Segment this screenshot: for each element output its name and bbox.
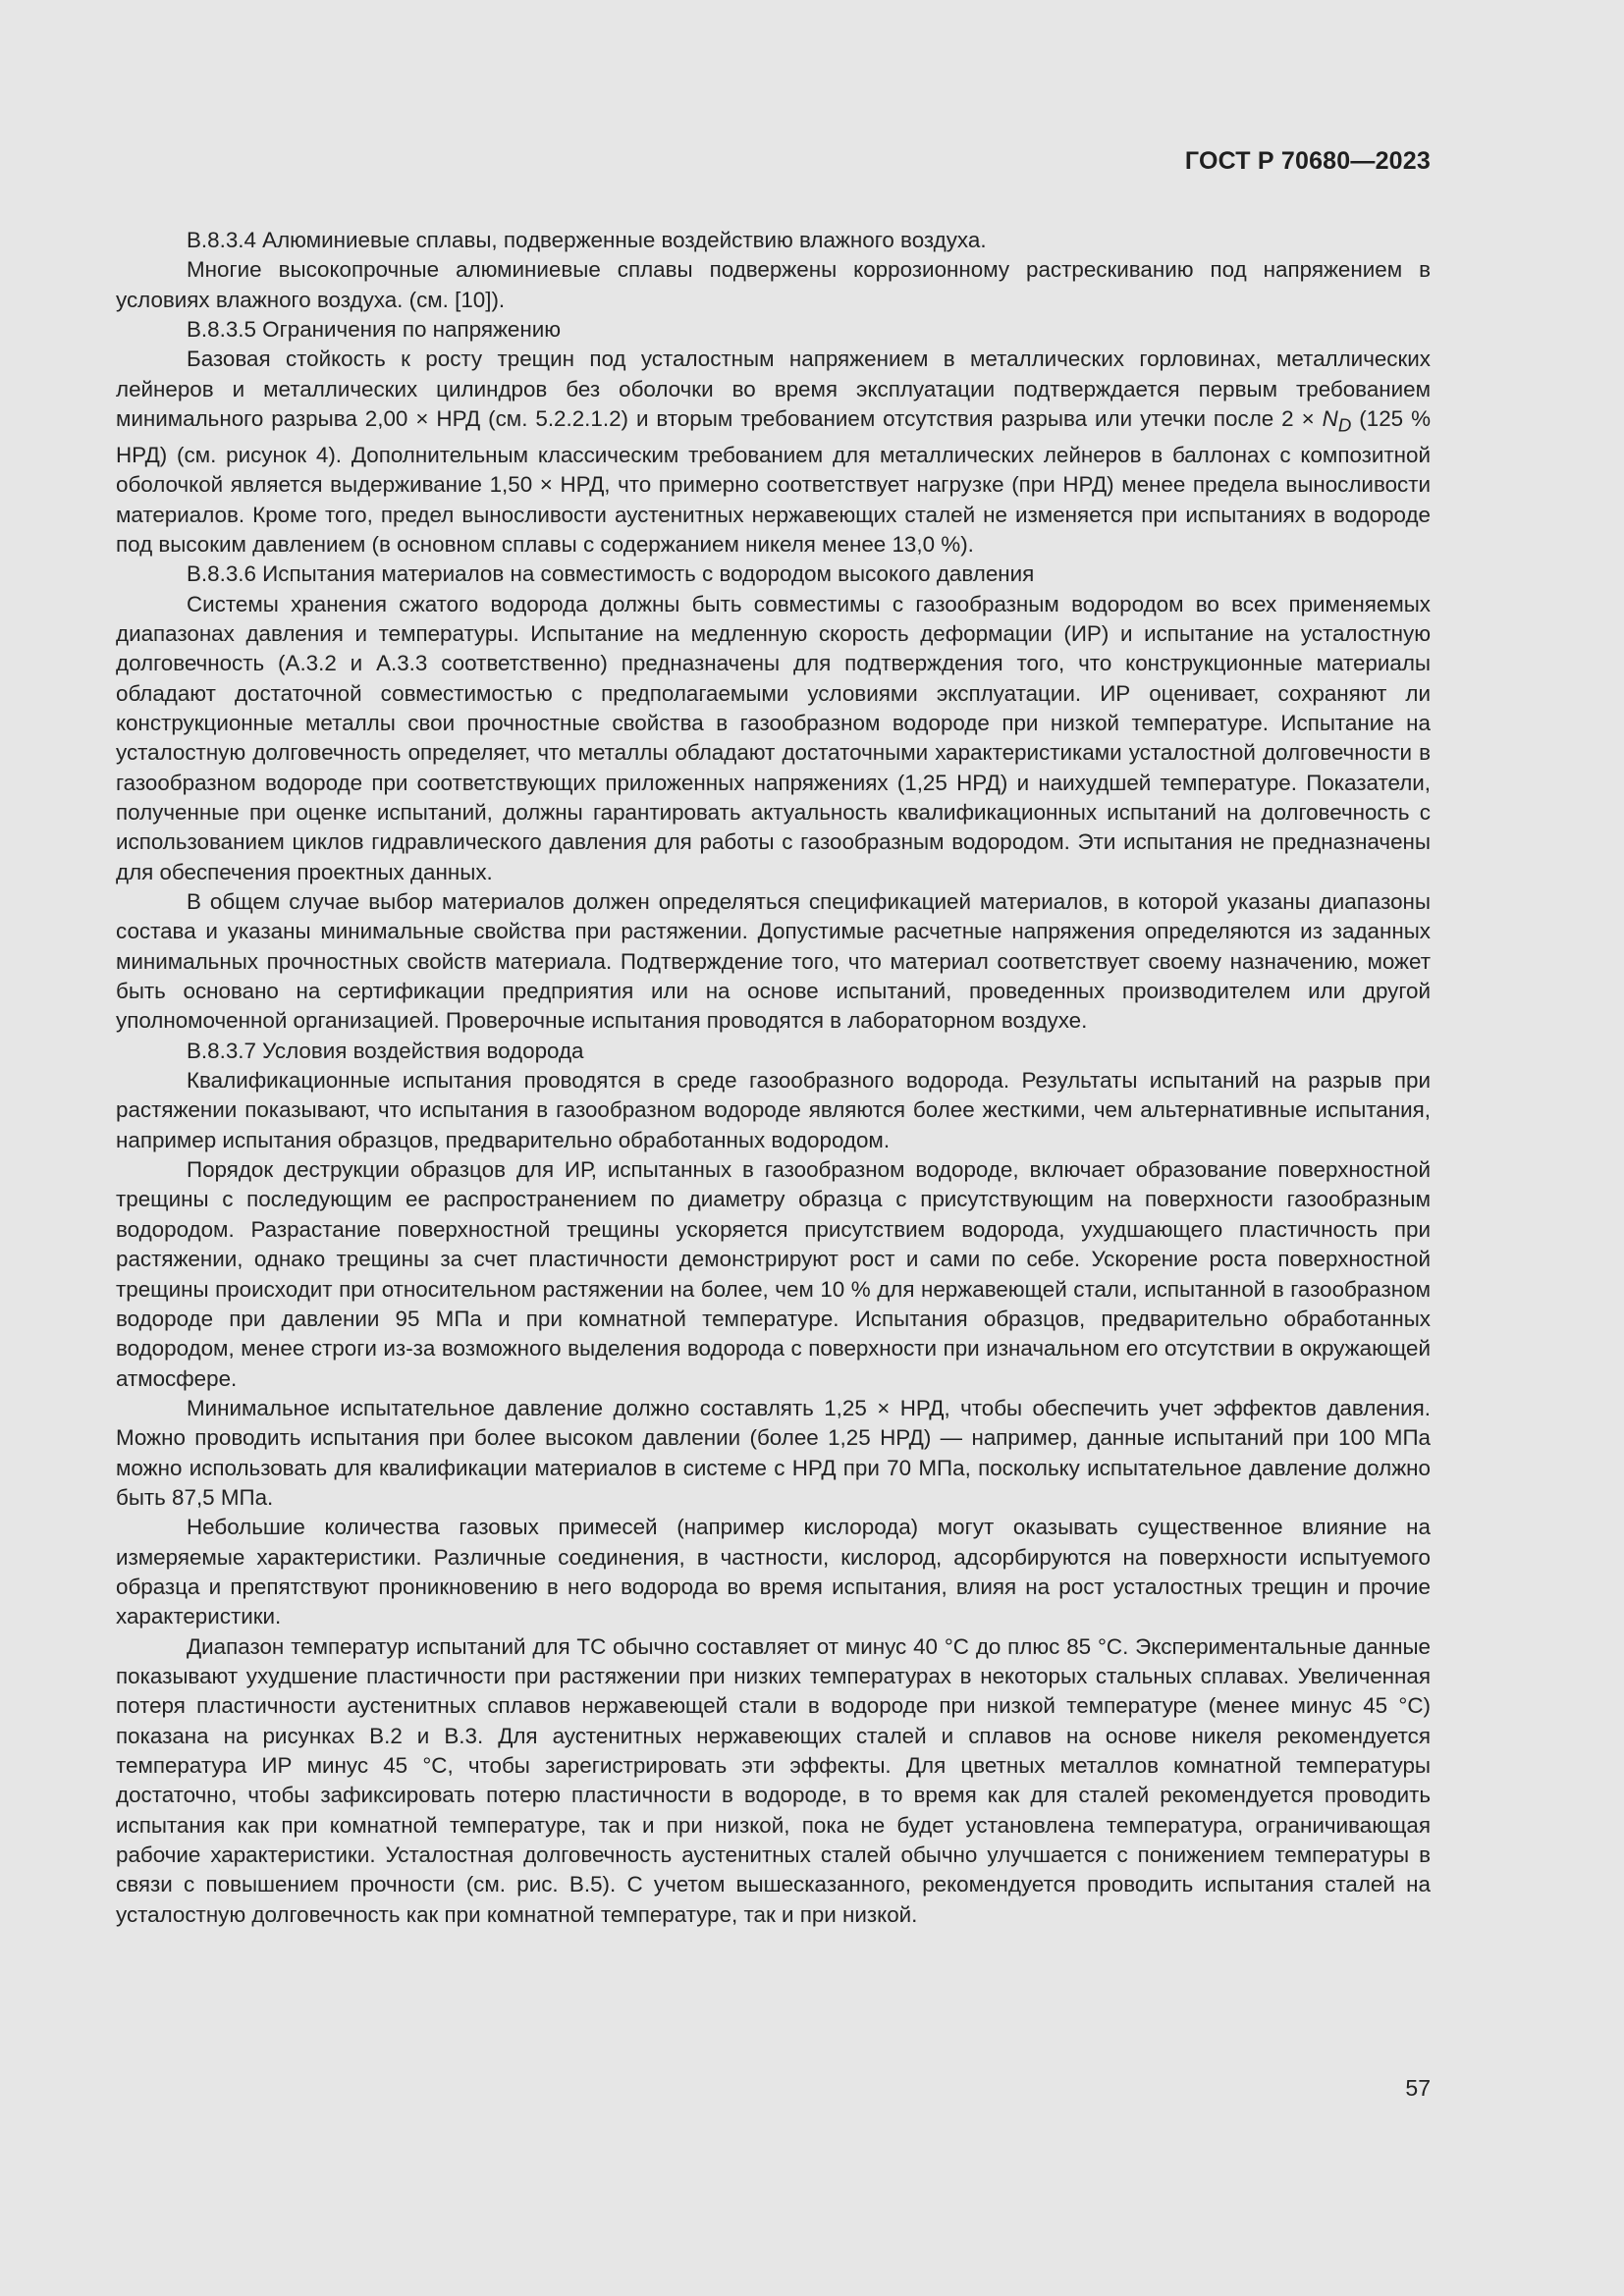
paragraph-text-after: (125 % НРД) (см. рисунок 4). Дополнительным классическим требованием для металлических лейнеров в баллонах с композитной оболочкой является выдерживание 1,50 × НРД, что примерно соответствует нагрузке (при НРД) менее предела выносливости материалов. Кроме того, предел выносливости аустенитных нержавеющих сталей не изменяется при испытаниях в водороде под высоким давлением (в основном сплавы с содержанием никеля менее 13,0 %). <box>116 406 1431 557</box>
paragraph-text-before: Базовая стойкость к росту трещин под усталостным напряжением в металлических горловинах, металлических лейнеров и металлических цилиндров без оболочки во время эксплуатации подтверждается первым требованием минимального разрыва 2,00 × НРД (см. 5.2.2.1.2) и вторым требованием отсутствия разрыва или утечки после 2 × <box>116 347 1431 432</box>
section-heading: В.8.3.5 Ограничения по напряжению <box>187 317 562 343</box>
paragraph: Небольшие количества газовых примесей (например кислорода) могут оказывать существенное влияние на измеряемые характеристики. Различные соединения, в частности, кислород, адсорбируются на поверхности испытуемого образца и препятствуют проникновению в него водорода во время испытания, влияя на рост усталостных трещин и прочие характеристики. <box>116 1515 1431 1629</box>
paragraph: Системы хранения сжатого водорода должны быть совместимы с газообразным водородом во всех применяемых диапазонах давления и температуры. Испытание на медленную скорость деформации (ИР) и испытание на усталостную долговечность (А.3.2 и А.3.3 соответственно) предназначены для подтверждения того, что конструкционные материалы обладают достаточной совместимостью с предполагаемыми условиями эксплуатации. ИР оценивает, сохраняют ли конструкционные металлы свои прочностные свойства в газообразном водороде при низкой температуре. Испытание на усталостную долговечность определяет, что металлы обладают достаточными характеристиками усталостной долговечности в газообразном водороде при соответствующих приложенных напряжениях (1,25 НРД) и наихудшей температуре. Показатели, полученные при оценке испытаний, должны гарантировать актуальность квалификационных испытаний на долговечность с использованием циклов гидравлического давления для работы с газообразным водородом. Эти испытания не предназначены для обеспечения проектных данных. <box>116 591 1431 884</box>
page-number: 57 <box>1405 2075 1431 2101</box>
paragraph: Минимальное испытательное давление должно составлять 1,25 × НРД, чтобы обеспечить учет эффектов давления. Можно проводить испытания при более высоком давлении (более 1,25 НРД) — например, данные испытаний при 100 МПа можно использовать для квалификации материалов в системе с НРД при 70 МПа, поскольку испытательное давление должно быть 87,5 МПа. <box>116 1395 1431 1510</box>
paragraph: Квалификационные испытания проводятся в среде газообразного водорода. Результаты испытаний на разрыв при растяжении показывают, что испытания в газообразном водороде являются более жесткими, чем альтернативные испытания, например испытания образцов, предварительно обработанных водородом. <box>116 1068 1431 1152</box>
paragraph: Многие высокопрочные алюминиевые сплавы подвержены коррозионному растрескиванию под напряжением в условиях влажного воздуха. (см. [10]). <box>116 257 1431 312</box>
paragraph: Диапазон температур испытаний для ТС обычно составляет от минус 40 °C до плюс 85 °C. Экспериментальные данные показывают ухудшение пластичности при растяжении при низких температурах в некоторых стальных сплавах. Увеличенная потеря пластичности аустенитных сплавов нержавеющей стали в водороде при низкой температуре (менее минус 45 °C) показана на рисунках В.2 и В.3. Для аустенитных нержавеющих сталей и сплавов на основе никеля рекомендуется температура ИР минус 45 °C, чтобы зарегистрировать эти эффекты. Для цветных металлов комнатной температуры достаточно, чтобы зафиксировать потерю пластичности в водороде, в то время как для сталей рекомендуется проводить испытания как при комнатной температуре, так и при низкой, пока не будет установлена температура, ограничивающая рабочие характеристики. Усталостная долговечность аустенитных сталей обычно улучшается с понижением температуры в связи с повышением прочности (см. рис. В.5). С учетом вышесказанного, рекомендуется проводить испытания сталей на усталостную долговечность как при комнатной температуре, так и при низкой. <box>116 1633 1431 1927</box>
document-header: ГОСТ Р 70680—2023 <box>1184 147 1431 175</box>
symbol-n: N <box>1322 406 1338 432</box>
paragraph-with-symbol <box>116 345 1431 560</box>
section-heading: В.8.3.6 Испытания материалов на совместимость с водородом высокого давления <box>187 561 1035 587</box>
section-heading: В.8.3.7 Условия воздействия водорода <box>187 1038 584 1063</box>
symbol-subscript-d: D <box>1337 414 1352 436</box>
section-heading: В.8.3.4 Алюминиевые сплавы, подверженные воздействию влажного воздуха. <box>187 228 987 252</box>
paragraph: В общем случае выбор материалов должен определяться спецификацией материалов, в которой указаны диапазоны состава и указаны минимальные свойства при растяжении. Допустимые расчетные напряжения определяются из заданных минимальных прочностных свойств материала. Подтверждение того, что материал соответствует своему назначению, может быть основано на сертификации предприятия или на основе испытаний, проведенных производителем или другой уполномоченной организацией. Проверочные испытания проводятся в лабораторном воздухе. <box>116 889 1431 1034</box>
document-body <box>116 226 1431 1930</box>
paragraph: Порядок деструкции образцов для ИР, испытанных в газообразном водороде, включает образование поверхностной трещины с последующим ее распространением по диаметру образца с присутствующим на поверхности газообразным водородом. Разрастание поверхностной трещины ускоряется присутствием водорода, ухудшающего пластичность при растяжении, однако трещины за счет пластичности демонстрируют рост и сами по себе. Ускорение роста поверхностной трещины происходит при относительном растяжении на более, чем 10 % для нержавеющей стали, испытанной в газообразном водороде при давлении 95 МПа и при комнатной температуре. Испытания образцов, предварительно обработанных водородом, менее строги из-за возможного выделения водорода с поверхности при изначальном его отсутствии в окружающей атмосфере. <box>116 1157 1431 1391</box>
